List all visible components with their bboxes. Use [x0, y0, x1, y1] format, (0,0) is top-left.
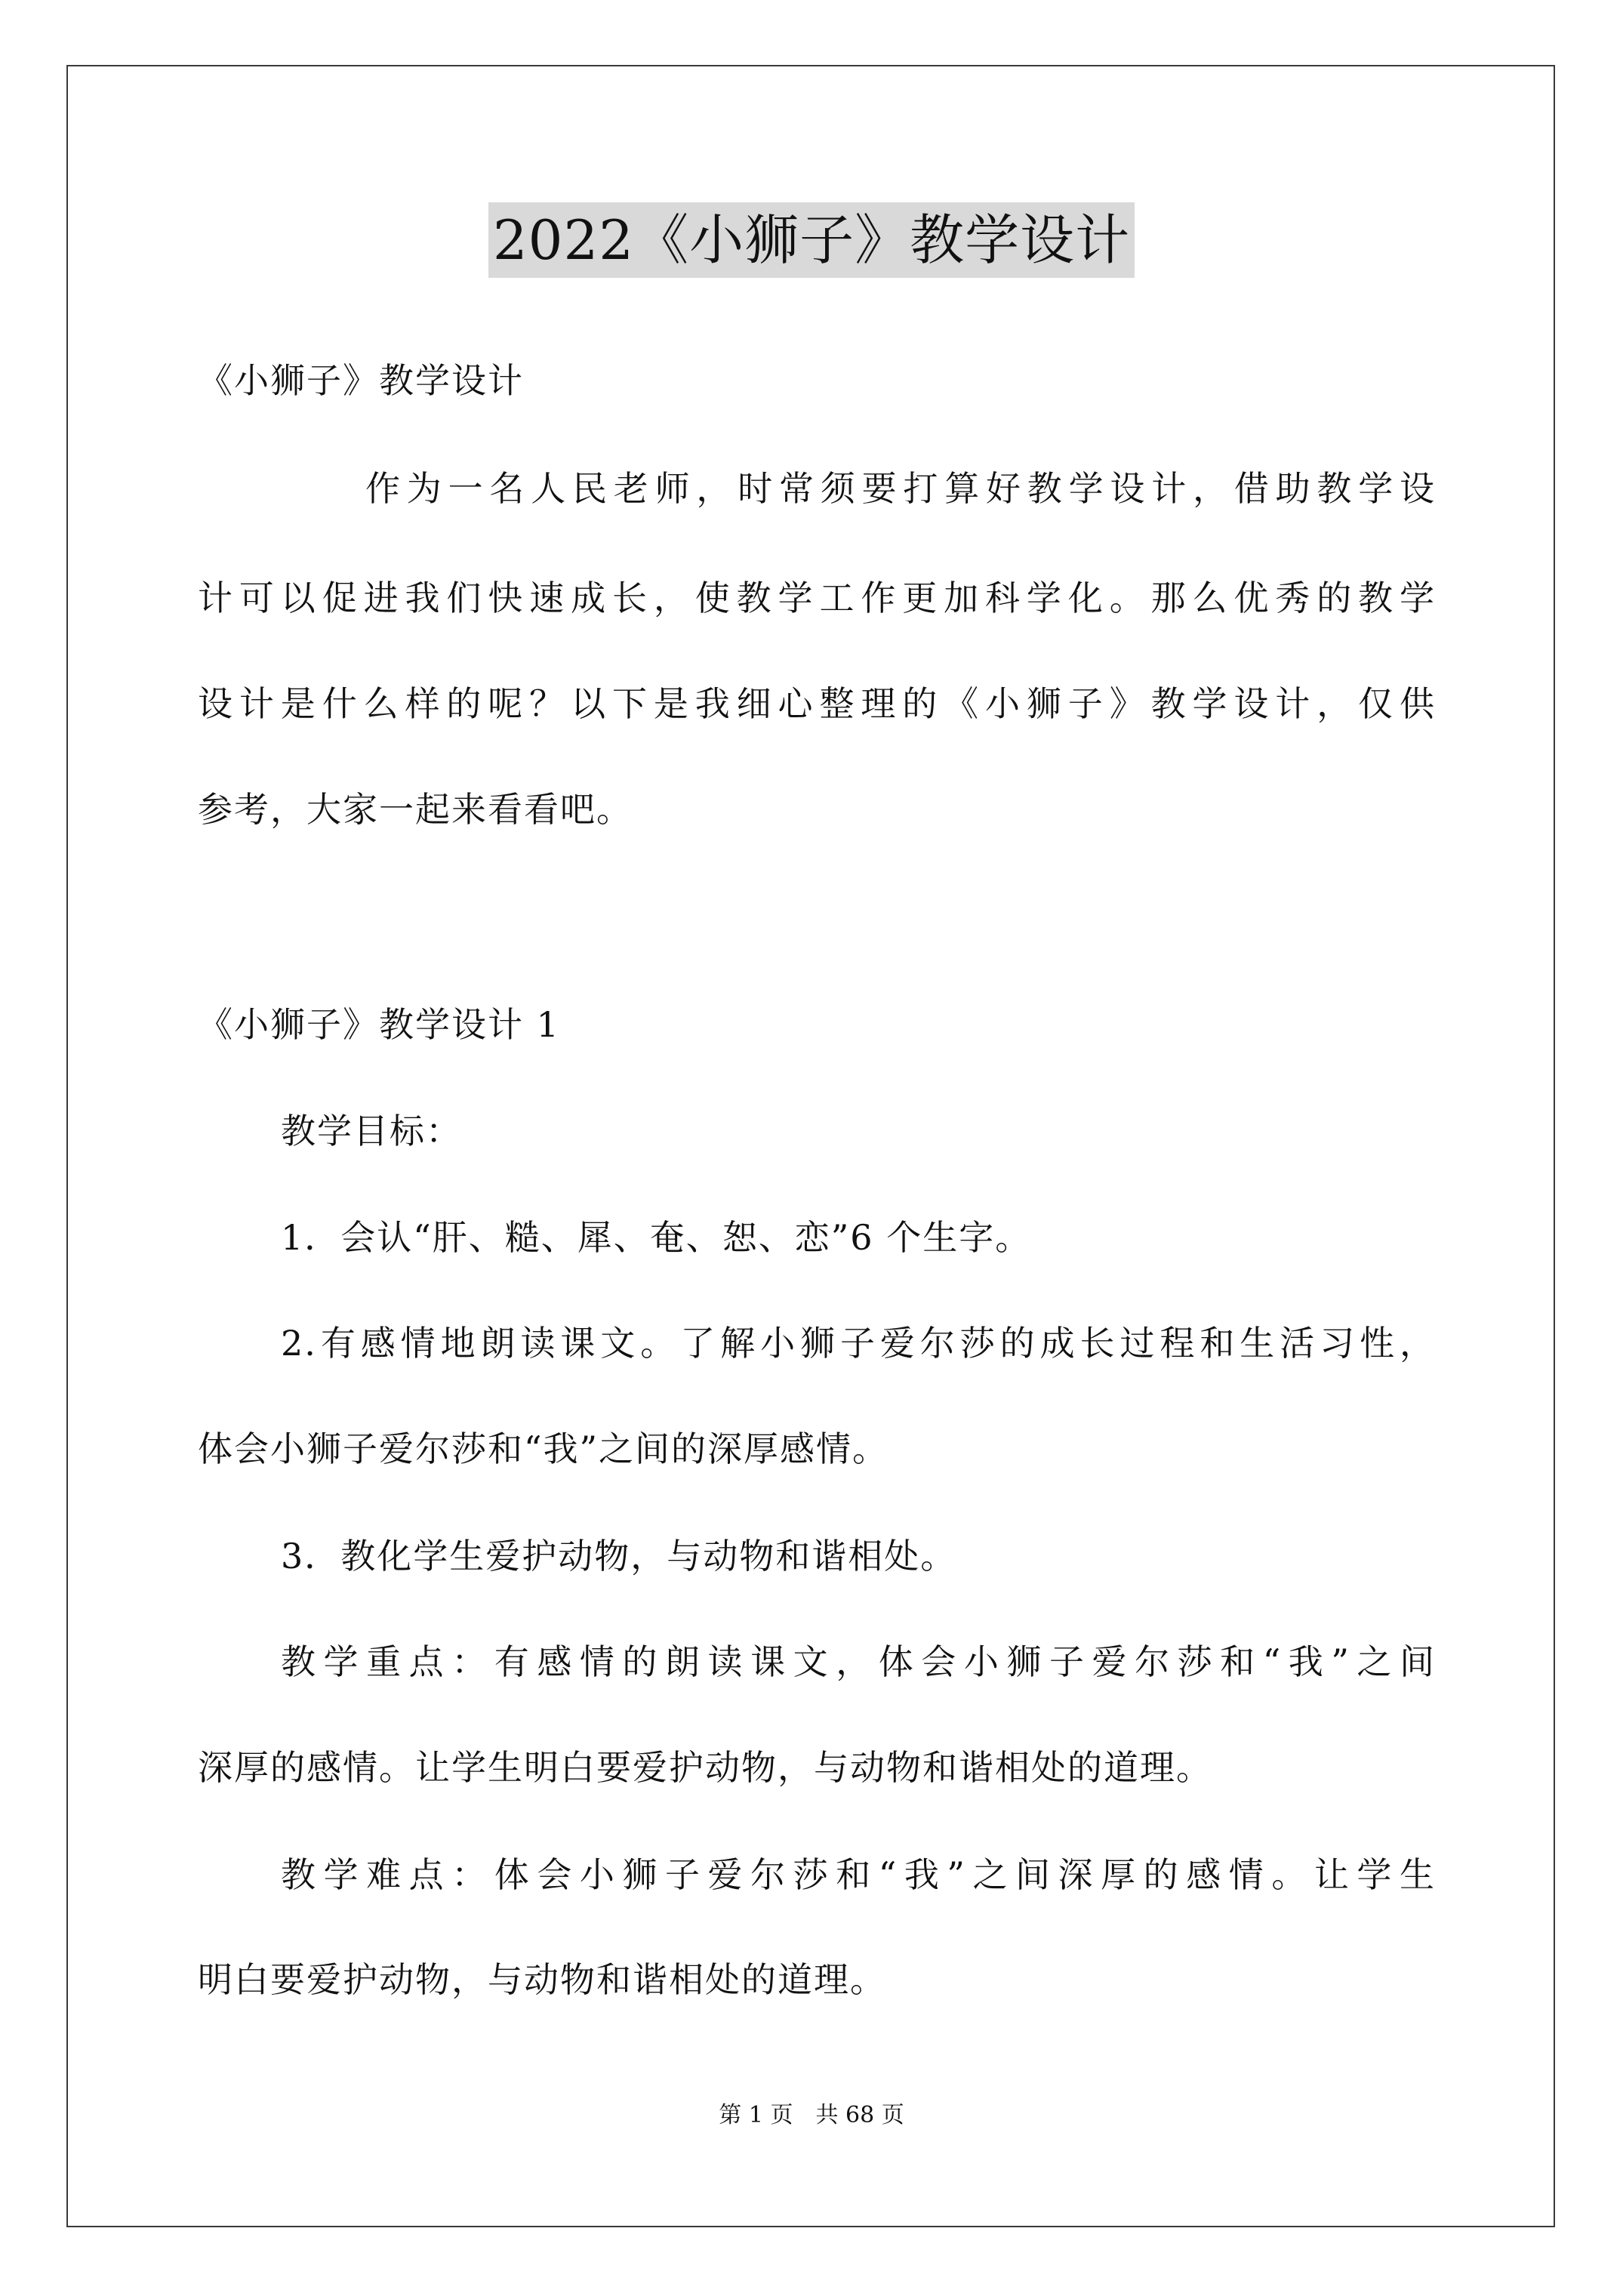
section-heading: 《小狮子》教学设计 1	[198, 1004, 560, 1045]
goals-label: 教学目标：	[281, 1111, 462, 1151]
difficulty-line-2: 明白要爱护动物，与动物和谐相处的道理。	[198, 1959, 886, 2000]
difficulty-line-1: 教学难点：体会小狮子爱尔莎和“我”之间深厚的感情。让学生	[281, 1854, 1436, 1895]
subtitle: 《小狮子》教学设计	[198, 360, 524, 401]
page-number: 第 1 页 共 68 页	[719, 2102, 904, 2128]
intro-line-2: 计可以促进我们快速成长，使教学工作更加科学化。那么优秀的教学	[198, 578, 1436, 618]
goal-2-line-2: 体会小狮子爱尔莎和“我”之间的深厚感情。	[198, 1428, 889, 1469]
goal-3: 3．教化学生爱护动物，与动物和谐相处。	[281, 1536, 957, 1576]
title-container	[0, 202, 1623, 278]
key-point-line-1: 教学重点：有感情的朗读课文，体会小狮子爱尔莎和“我”之间	[281, 1641, 1436, 1682]
intro-line-4: 参考，大家一起来看看吧。	[198, 789, 633, 830]
intro-line-1: 作为一名人民老师，时常须要打算好教学设计，借助教学设	[365, 468, 1436, 509]
goal-2-line-1: 2.有感情地朗读课文。了解小狮子爱尔莎的成长过程和生活习性，	[281, 1323, 1436, 1364]
goal-1: 1．会认“肝、糙、犀、奄、恕、恋”6 个生字。	[281, 1217, 1032, 1258]
document-title: 2022《小狮子》教学设计	[488, 202, 1135, 278]
intro-line-3: 设计是什么样的呢？以下是我细心整理的《小狮子》教学设计，仅供	[198, 683, 1436, 724]
key-point-line-2: 深厚的感情。让学生明白要爱护动物，与动物和谐相处的道理。	[198, 1747, 1212, 1788]
